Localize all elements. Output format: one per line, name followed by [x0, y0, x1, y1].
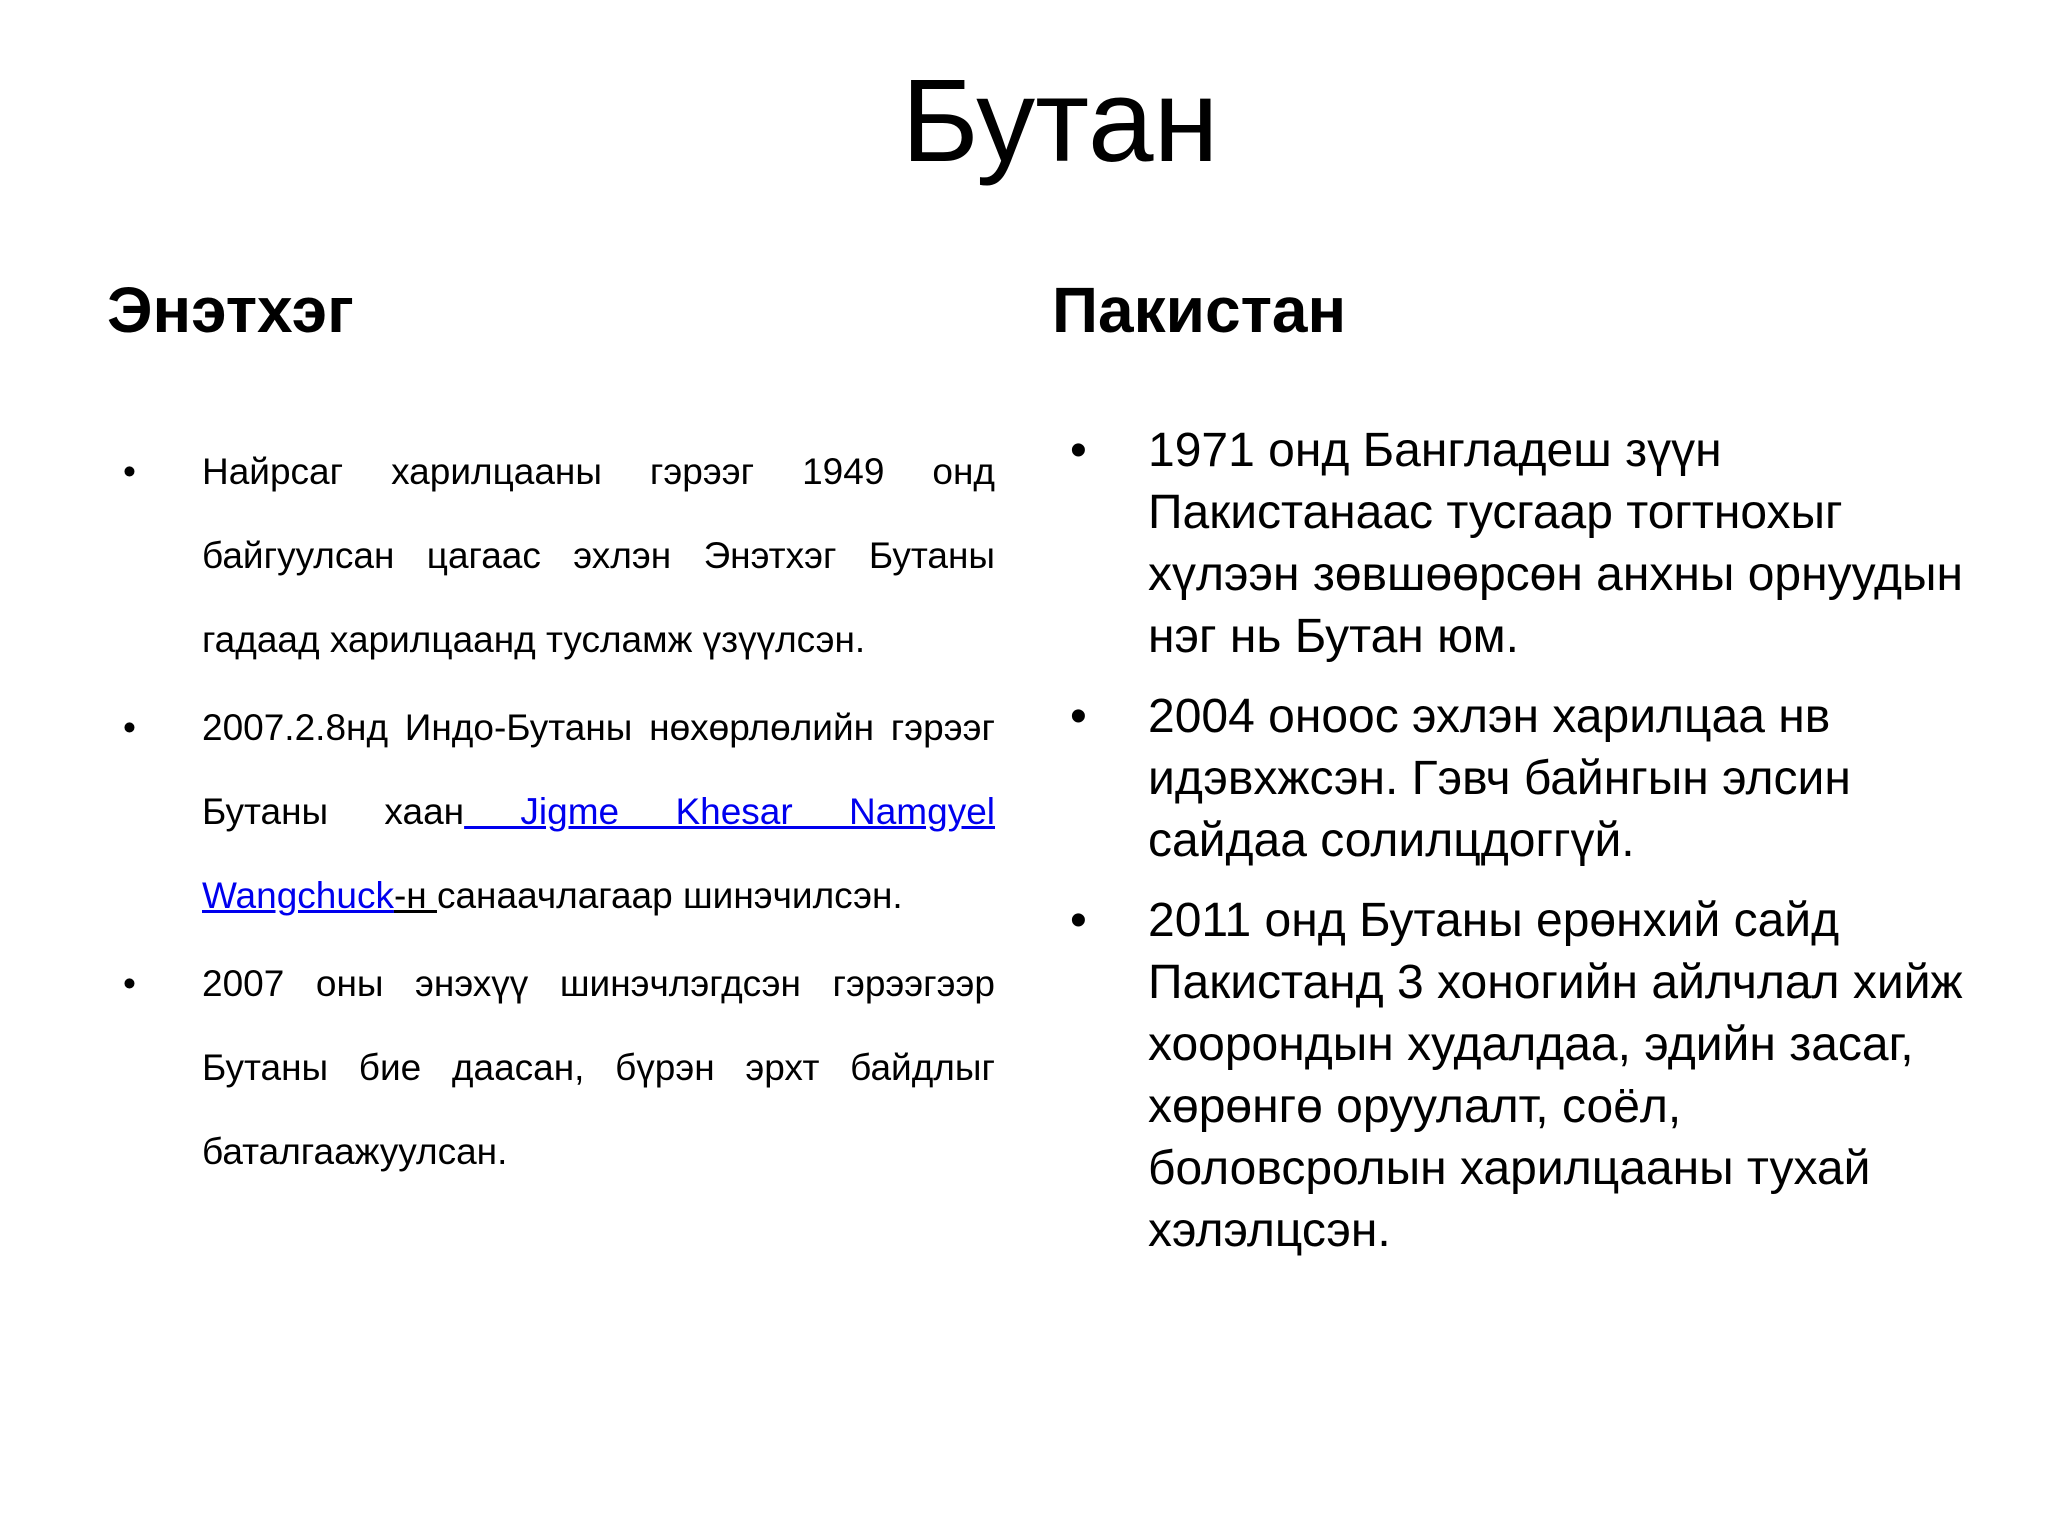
list-item: [1065, 420, 1965, 668]
list-item: [120, 942, 995, 1194]
list-item: [120, 686, 995, 938]
king-name-link[interactable]: Jigme Khesar Namgyel Wangchuck: [202, 791, 996, 916]
list-item: [1065, 890, 1965, 1262]
bullet-icon: •: [1070, 690, 1087, 743]
bullet-icon: •: [123, 707, 136, 748]
heading-india: Энэтхэг: [107, 274, 354, 346]
bullet-text: 1971 онд Бангладеш зүүн Пакистанаас тусгаар тогтнохыг хүлээн зөвшөөрсөн анхны орнуудын нэг нь Бутан юм.: [1148, 424, 1964, 663]
list-item: [1065, 686, 1965, 872]
bullet-icon: •: [1070, 894, 1087, 947]
link-suffix: -н: [393, 875, 437, 916]
bullet-text: 2011 онд Бутаны ерөнхий сайд Пакистанд 3 хоногийн айлчлал хийж хоорондын худалдаа, эдийн засаг, хөрөнгө оруулалт, соёл, боловсролын харилцааны тухай хэлэлцсэн.: [1148, 894, 1963, 1257]
slide-title: Бутан: [901, 55, 1219, 187]
india-bullet-list: [120, 430, 995, 1198]
bullet-text: 2007.2.8нд Индо-Бутаны нөхөрлөлийн гэрээг Бутаны хаан: [202, 707, 995, 832]
bullet-icon: •: [123, 963, 136, 1004]
bullet-text: 2004 оноос эхлэн харилцаа нв идэвхжсэн. Гэвч байнгын элсин сайдаа солилцдоггүй.: [1148, 690, 1851, 867]
heading-pakistan: Пакистан: [1052, 274, 1347, 346]
bullet-text: 2007 оны энэхүү шинэчлэгдсэн гэрээгээр Бутаны бие даасан, бүрэн эрхт байдлыг баталгаажуулсан.: [202, 963, 995, 1172]
bullet-text: Найрсаг харилцааны гэрээг 1949 онд байгуулсан цагаас эхлэн Энэтхэг Бутаны гадаад харилцаанд тусламж үзүүлсэн.: [202, 451, 995, 660]
list-item: [120, 430, 995, 682]
bullet-icon: •: [1070, 424, 1087, 477]
bullet-icon: •: [123, 451, 136, 492]
bullet-text-end: санаачлагаар шинэчилсэн.: [436, 875, 903, 916]
pakistan-bullet-list: [1065, 420, 1965, 1280]
